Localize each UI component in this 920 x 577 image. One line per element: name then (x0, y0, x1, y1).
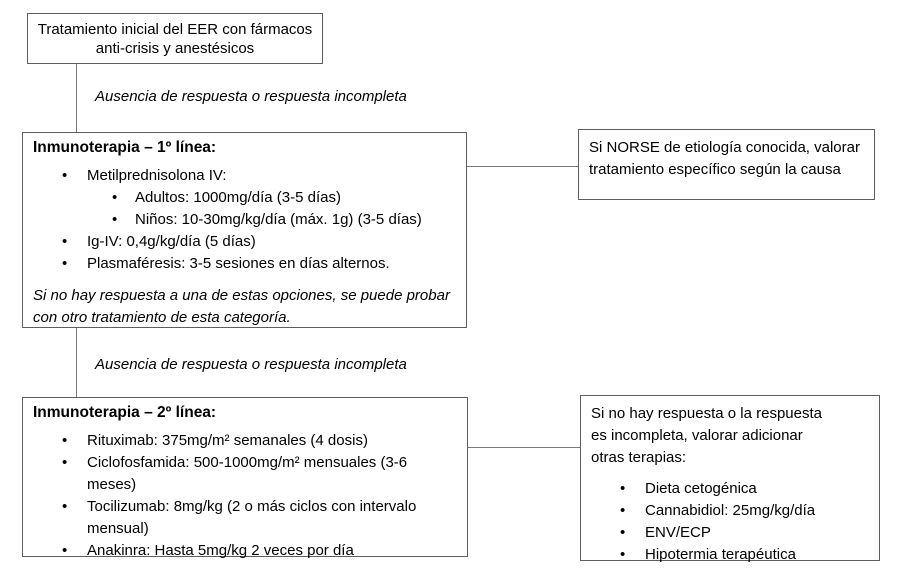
list-item-adultos: • Adultos: 1000mg/día (3-5 días) (87, 187, 460, 209)
first-line-title: Inmunoterapia – 1º línea: (33, 139, 217, 156)
connector-line-first-to-norse (467, 166, 578, 167)
list-item-tocilizumab: • Tocilizumab: 8mg/kg (2 o más ciclos con intervalo mensual) (33, 496, 459, 540)
first-line-list (33, 165, 460, 275)
no-response-label-1: Ausencia de respuesta o respuesta incompleta (95, 88, 407, 105)
list-item-metilprednisolona (33, 165, 460, 231)
list-item-text: Metilprednisolona IV: (87, 167, 227, 184)
list-item-dieta-cetogenica: • Dieta cetogénica (591, 478, 831, 500)
connector-line-first-to-second (76, 328, 77, 397)
list-item-anakinra: • Anakinra: Hasta 5mg/kg 2 veces por día (33, 540, 459, 562)
connector-line-initial-to-first (76, 64, 77, 132)
norse-etiology-box (578, 129, 875, 200)
initial-treatment-box (27, 13, 323, 64)
second-line-immunotherapy-box (22, 397, 468, 557)
list-item-rituximab: • Rituximab: 375mg/m² semanales (4 dosis) (33, 430, 459, 452)
first-line-immunotherapy-box (22, 132, 467, 328)
adjunct-therapies-box (580, 395, 880, 561)
adjunct-therapies-list (591, 478, 831, 566)
initial-treatment-text: Tratamiento inicial del EER con fármacos anti-crisis y anestésicos (37, 21, 313, 57)
list-item-ciclofosfamida: • Ciclofosfamida: 500-1000mg/m² mensuales (3-6 meses) (33, 452, 459, 496)
connector-line-second-to-adjunct (468, 447, 580, 448)
list-item-igiv: • Ig-IV: 0,4g/kg/día (5 días) (33, 231, 460, 253)
second-line-list (33, 430, 459, 562)
first-line-note: Si no hay respuesta a una de estas opciones, se puede probar con otro tratamiento de esta categoría. (33, 287, 450, 326)
metilprednisolona-sublist (87, 187, 460, 231)
list-item-hipotermia: • Hipotermia terapéutica (591, 544, 831, 566)
list-item-cannabidiol: • Cannabidiol: 25mg/kg/día (591, 500, 831, 522)
adjunct-therapies-intro: Si no hay respuesta o la respuesta es incompleta, valorar adicionar otras terapias: (591, 405, 822, 466)
list-item-ninos: • Niños: 10-30mg/kg/día (máx. 1g) (3-5 días) (87, 209, 460, 231)
no-response-label-2: Ausencia de respuesta o respuesta incompleta (95, 356, 407, 373)
list-item-env-ecp: • ENV/ECP (591, 522, 831, 544)
second-line-title: Inmunoterapia – 2º línea: (33, 404, 217, 421)
list-item-plasmaferesis: • Plasmaféresis: 3-5 sesiones en días alternos. (33, 253, 460, 275)
norse-etiology-text: Si NORSE de etiología conocida, valorar tratamiento específico según la causa (589, 139, 860, 178)
